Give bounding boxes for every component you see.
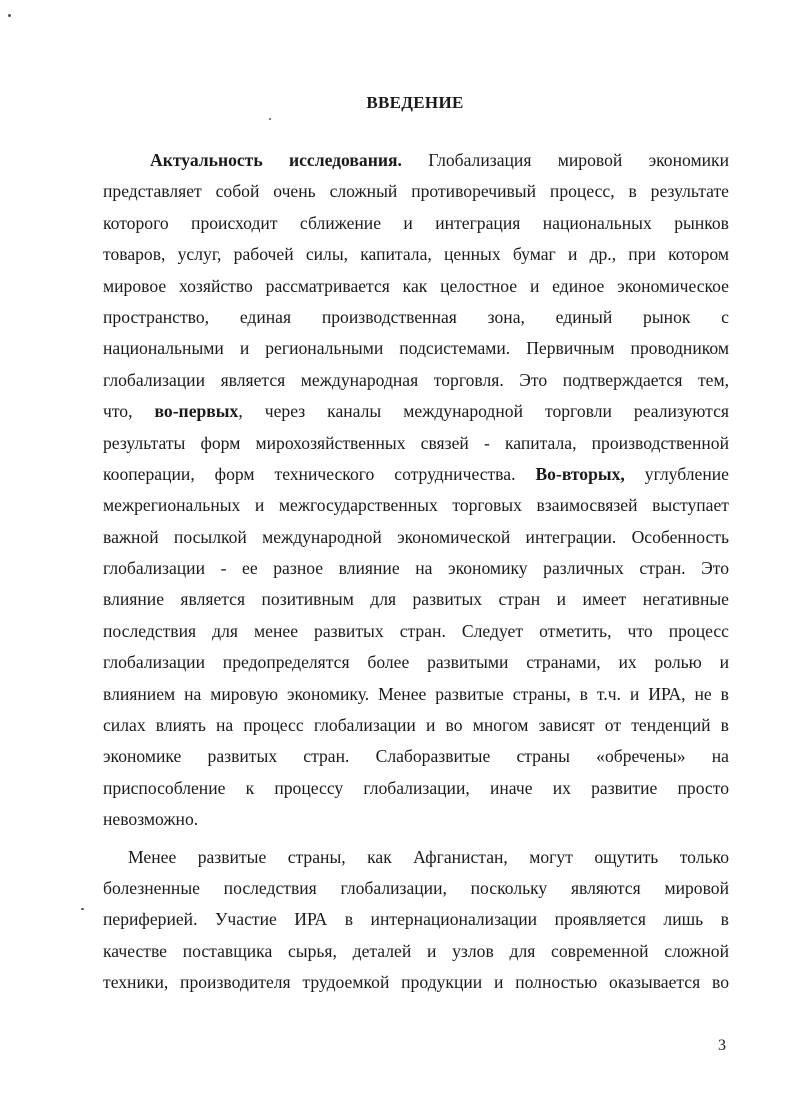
- page-number: 3: [718, 1037, 726, 1054]
- text-line: невозможно.: [103, 809, 199, 830]
- text-line: глобализации является международная торговля. Это подтверждается тем,: [103, 369, 729, 390]
- bold-term: во-первых: [154, 401, 239, 422]
- scan-speck: [81, 908, 84, 910]
- text-line: мировое хозяйство рассматривается как целостное и единое экономическое: [103, 275, 729, 296]
- text-line: периферией. Участие ИРА в интернационализации проявляется лишь в: [103, 909, 729, 930]
- text-line: техники, производителя трудоемкой продукции и полностью оказывается во: [103, 972, 729, 993]
- text-line: последствия для менее развитых стран. Следует отметить, что процесс: [103, 620, 729, 641]
- document-body: [103, 145, 729, 999]
- text-line: влиянием на мировую экономику. Менее развитые страны, в т.ч. и ИРА, не в: [103, 683, 729, 704]
- text-line: национальными и региональными подсистемами. Первичным проводником: [103, 338, 729, 359]
- bold-term: Во-вторых,: [535, 463, 625, 484]
- text-line: приспособление к процессу глобализации, иначе их развитие просто: [103, 777, 729, 798]
- text-line: межрегиональных и межгосударственных торговых взаимосвязей выступает: [103, 495, 729, 516]
- text-line: результаты форм мирохозяйственных связей - капитала, производственной: [103, 432, 729, 453]
- text-line: глобализации - ее разное влияние на экономику различных стран. Это: [103, 558, 729, 579]
- paragraph-1: [103, 145, 729, 836]
- text-line: которого происходит сближение и интеграция национальных рынков: [103, 212, 729, 233]
- scan-speck: [269, 118, 271, 120]
- text-line: качестве поставщика сырья, деталей и узлов для современной сложной: [103, 940, 729, 961]
- text-line: кооперации, форм технического сотрудничества. Во-вторых, углубление: [103, 463, 729, 484]
- text-line: представляет собой очень сложный противоречивый процесс, в результате: [103, 181, 729, 202]
- text-line: экономике развитых стран. Слаборазвитые страны «обречены» на: [103, 746, 729, 767]
- text-line: важной посылкой международной экономической интеграции. Особенность: [103, 526, 729, 547]
- text-line: силах влиять на процесс глобализации и во многом зависят от тенденций в: [103, 715, 729, 736]
- bold-term: Актуальность исследования.: [150, 150, 402, 170]
- text-line: болезненные последствия глобализации, поскольку являются мировой: [103, 877, 729, 898]
- text-line: глобализации предопределятся более развитыми странами, их ролью и: [103, 652, 729, 673]
- text-line: пространство, единая производственная зона, единый рынок с: [103, 306, 729, 327]
- text-line: Актуальность исследования. Глобализация мировой экономики: [150, 150, 729, 170]
- paragraph-2: [103, 842, 729, 999]
- text-line: товаров, услуг, рабочей силы, капитала, ценных бумаг и др., при котором: [103, 244, 729, 265]
- scan-speck: [8, 14, 11, 17]
- text-line: что, во-первых, через каналы международной торговли реализуются: [103, 401, 729, 422]
- section-heading: ВВЕДЕНИЕ: [366, 93, 464, 112]
- text-line: Менее развитые страны, как Афганистан, могут ощутить только: [128, 846, 729, 867]
- text-line: влияние является позитивным для развитых стран и имеет негативные: [103, 589, 729, 610]
